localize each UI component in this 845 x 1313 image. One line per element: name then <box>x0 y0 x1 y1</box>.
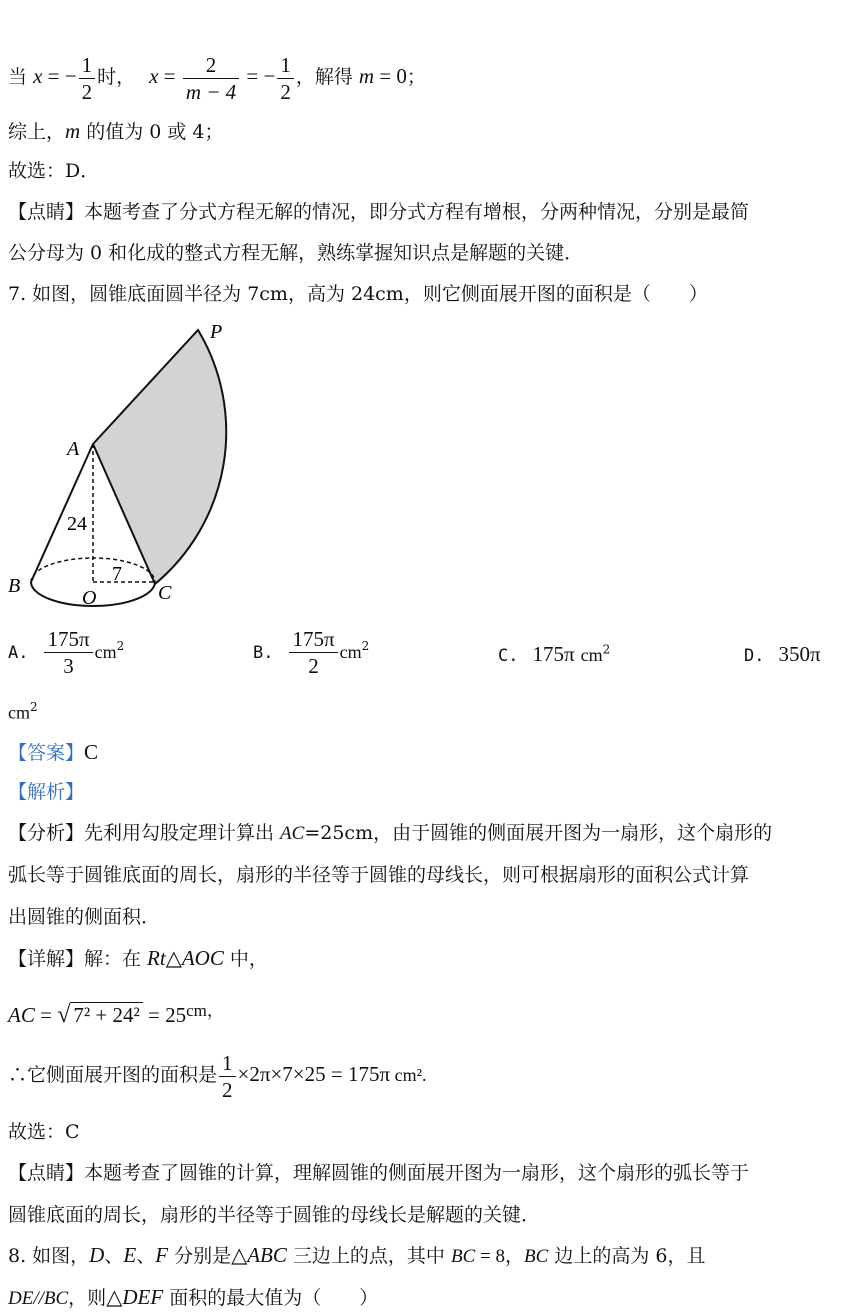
text: ，解得 <box>295 66 359 88</box>
option-D-unit <box>8 700 38 723</box>
var-x: x <box>149 64 159 88</box>
label-O: O <box>82 587 97 609</box>
text: 边上的高为 6，且 <box>548 1245 706 1267</box>
option-A[interactable] <box>8 626 124 679</box>
answer-value: C <box>84 740 99 764</box>
denominator: 2 <box>222 1077 233 1102</box>
solution-line-2 <box>8 118 224 145</box>
question-8-line-2 <box>8 1284 378 1312</box>
exponent: 2 <box>30 700 38 714</box>
point-D: D <box>89 1243 105 1267</box>
text: = − <box>241 64 276 88</box>
text: 中， <box>223 948 268 970</box>
answer-line <box>8 739 98 766</box>
numerator: 175π <box>44 626 92 653</box>
point-E: E <box>123 1243 137 1267</box>
option-label: A. <box>8 642 29 663</box>
comment-line-2: 公分母为 0 和化成的整式方程无解，熟练掌握知识点是解题的关键． <box>8 242 584 264</box>
fraction <box>44 626 92 679</box>
detail-line-1 <box>8 945 268 972</box>
denominator: 2 <box>81 79 93 104</box>
choice-line: 故选：D． <box>8 160 100 182</box>
text: 【详解】解：在 <box>8 948 148 970</box>
unit: cm². <box>390 1065 427 1085</box>
detail-line-3 <box>8 1044 426 1105</box>
numerator: 1 <box>79 52 96 79</box>
fraction <box>289 626 337 679</box>
option-value: 175π <box>532 642 575 666</box>
label-radius: 7 <box>112 563 122 585</box>
text: 、 <box>136 1245 156 1267</box>
text: = 25 <box>142 1003 187 1027</box>
text: 的值为 0 或 4； <box>80 121 224 143</box>
sector-shape <box>93 330 226 584</box>
numerator: 175π <box>289 626 337 653</box>
unit: cm <box>580 645 603 665</box>
text: 分别是 <box>168 1245 232 1267</box>
numerator: 2 <box>183 52 239 79</box>
text: ， <box>504 1245 524 1267</box>
comment-line-4: 圆锥底面的周长，扇形的半径等于圆锥的母线长是解题的关键． <box>8 1204 541 1226</box>
question-8-line-1 <box>8 1242 705 1270</box>
text: 、 <box>104 1245 124 1267</box>
unit: cm <box>8 702 30 723</box>
segment-BC: BC <box>450 1246 476 1267</box>
parallel-DE-BC: DE//BC <box>8 1288 69 1309</box>
text: = 0 <box>374 64 407 88</box>
sqrt-sign: √ <box>57 1002 71 1028</box>
comment-line-1: 【点睛】本题考查了分式方程无解的情况，即分式方程有增根，分两种情况，分别是最简 <box>8 201 750 223</box>
text: = <box>158 64 181 88</box>
radicand: 7² + 24² <box>70 1002 142 1027</box>
text: 三边上的点，其中 <box>286 1245 451 1267</box>
text: =25cm，由于圆锥的侧面展开图为一扇形，这个扇形的 <box>304 822 773 844</box>
unit: cm <box>339 642 362 662</box>
option-C[interactable] <box>498 642 610 667</box>
text: ； <box>406 66 426 88</box>
text: 面积的最大值为（ ） <box>163 1287 379 1309</box>
option-D[interactable] <box>744 642 821 667</box>
label-B: B <box>8 575 21 597</box>
text: = <box>34 1003 58 1027</box>
text: = − <box>42 64 77 88</box>
cone-figure <box>0 318 270 618</box>
analysis-line-1 <box>8 820 772 847</box>
analysis-line-3: 出圆锥的侧面积． <box>8 906 161 928</box>
text: ，则 <box>68 1287 107 1309</box>
question-7: 7. 如图，圆锥底面圆半径为 7cm，高为 24cm，则它侧面展开图的面积是（ ） <box>8 283 708 305</box>
segment-BC: BC <box>524 1246 549 1267</box>
fraction <box>219 1050 236 1103</box>
label-height: 24 <box>67 513 87 535</box>
text: 【分析】先利用勾股定理计算出 <box>8 822 281 844</box>
detail-line-2 <box>8 994 224 1033</box>
text: 综上， <box>8 121 66 143</box>
exponent: 2 <box>116 639 125 654</box>
fraction <box>79 52 96 105</box>
label-P: P <box>210 321 223 343</box>
text: ∴它侧面展开图的面积是 <box>8 1064 218 1086</box>
var-x: x <box>33 64 43 88</box>
denominator: 3 <box>63 654 74 678</box>
comment-line-3: 【点睛】本题考查了圆锥的计算，理解圆锥的侧面展开图为一扇形，这个扇形的弧长等于 <box>8 1162 750 1184</box>
option-label: D. <box>744 646 765 666</box>
option-label: C. <box>498 646 519 666</box>
option-B[interactable] <box>253 626 369 679</box>
fraction <box>183 52 239 105</box>
point-F: F <box>155 1243 169 1267</box>
text: = 8 <box>475 1246 505 1267</box>
triangle-ABC: △ABC <box>231 1243 287 1267</box>
text: 当 <box>8 66 28 88</box>
expression: ×2π×7×25 = 175π <box>237 1062 391 1086</box>
numerator: 1 <box>277 52 294 79</box>
var-m: m <box>358 64 375 88</box>
option-label: B. <box>253 642 274 663</box>
option-value: 350π <box>778 642 821 666</box>
var-m: m <box>65 119 81 143</box>
analysis-line-2: 弧长等于圆锥底面的周长，扇形的半径等于圆锥的母线长，则可根据扇形的面积公式计算 <box>8 864 750 886</box>
segment-AC: AC <box>8 1003 35 1027</box>
answer-tag: 【答案】 <box>8 742 85 764</box>
triangle-AOC: Rt△AOC <box>147 946 224 970</box>
label-A: A <box>67 438 80 460</box>
solution-line-1 <box>8 46 426 107</box>
choice-line-2: 故选：C <box>8 1121 80 1143</box>
denominator: m − 4 <box>185 79 237 104</box>
numerator: 1 <box>219 1050 236 1077</box>
exponent: 2 <box>361 639 370 654</box>
label-C: C <box>158 582 172 604</box>
exponent: 2 <box>602 642 611 657</box>
unit: cm <box>94 642 117 662</box>
denominator: 2 <box>308 654 319 678</box>
text: 时， <box>97 66 136 88</box>
segment-AC: AC <box>280 823 305 844</box>
text: 8. 如图， <box>8 1245 90 1267</box>
denominator: 2 <box>280 79 291 104</box>
analysis-tag: 【解析】 <box>8 781 85 803</box>
unit: cm， <box>186 1001 224 1020</box>
fraction <box>277 52 294 105</box>
triangle-DEF: △DEF <box>106 1285 164 1309</box>
